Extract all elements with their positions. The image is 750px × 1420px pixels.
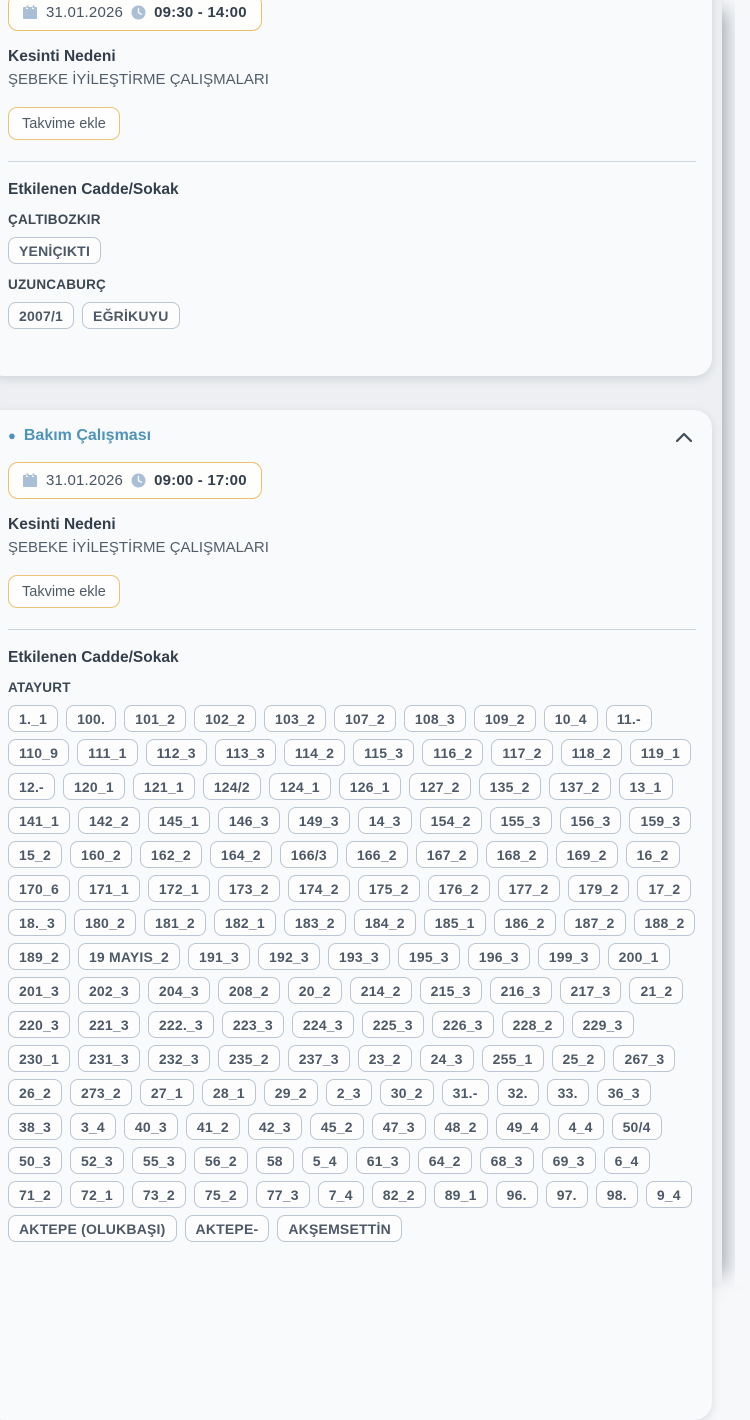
street-chip: 2_3: [326, 1079, 372, 1106]
street-chip: 164_2: [210, 841, 272, 868]
street-chip: 214_2: [350, 977, 412, 1004]
street-chip: 45_2: [310, 1113, 364, 1140]
street-chip: 179_2: [568, 875, 630, 902]
clock-icon: [131, 473, 146, 488]
street-chip: 72_1: [70, 1181, 124, 1208]
street-chip: 124/2: [203, 773, 261, 800]
street-chip: 220_3: [8, 1011, 70, 1038]
street-chip: 166_2: [346, 841, 408, 868]
card-title: Bakım Çalışması: [23, 427, 152, 444]
street-chip: 112_3: [146, 739, 207, 766]
divider: [8, 161, 696, 162]
street-chip: 223_3: [222, 1011, 284, 1038]
street-chip: 110_9: [8, 739, 69, 766]
outage-date: 31.01.2026: [46, 4, 124, 21]
street-chip: 170_6: [8, 875, 70, 902]
street-chip: 31.-: [442, 1079, 489, 1106]
street-chip: 222._3: [148, 1011, 214, 1038]
street-chip: 173_2: [218, 875, 280, 902]
street-chip: 146_3: [218, 807, 280, 834]
street-chip: 187_2: [564, 909, 626, 936]
street-chip: 50_3: [8, 1147, 62, 1174]
street-chip: 49_4: [496, 1113, 550, 1140]
street-chip: 111_1: [77, 739, 137, 766]
street-chip: 149_3: [288, 807, 350, 834]
street-chip-list: [8, 705, 696, 1242]
street-chip: 21_2: [629, 977, 683, 1004]
street-chip: 230_1: [8, 1045, 70, 1072]
street-chip: 115_3: [353, 739, 414, 766]
street-chip: 23_2: [358, 1045, 412, 1072]
street-chip: 185_1: [424, 909, 486, 936]
street-chip: 217_3: [560, 977, 622, 1004]
street-chip: 156_3: [560, 807, 622, 834]
street-chip: YENİÇIKTI: [8, 237, 101, 264]
street-chip: 177_2: [498, 875, 560, 902]
street-chip: 255_1: [482, 1045, 544, 1072]
street-chip: 64_2: [418, 1147, 472, 1174]
outage-card: [0, 0, 712, 376]
street-chip: 1._1: [8, 705, 58, 732]
street-chip: 30_2: [380, 1079, 434, 1106]
street-chip: 71_2: [8, 1181, 62, 1208]
street-chip: 224_3: [292, 1011, 354, 1038]
street-chip: 113_3: [215, 739, 276, 766]
street-chip: 41_2: [186, 1113, 240, 1140]
street-list: [8, 212, 696, 329]
street-chip: 77_3: [256, 1181, 310, 1208]
street-chip: 176_2: [428, 875, 490, 902]
street-chip: 3_4: [70, 1113, 116, 1140]
street-chip: 120_1: [63, 773, 125, 800]
street-chip: 97.: [546, 1181, 588, 1208]
date-time-pill: [8, 462, 262, 499]
street-chip: 52_3: [70, 1147, 124, 1174]
street-chip: 175_2: [358, 875, 420, 902]
divider: [8, 629, 696, 630]
street-chip: 96.: [496, 1181, 538, 1208]
date-time-pill: [8, 0, 262, 31]
street-chip: 188_2: [634, 909, 696, 936]
street-chip: 199_3: [538, 943, 600, 970]
street-chip: 232_3: [148, 1045, 210, 1072]
street-chip: 15_2: [8, 841, 62, 868]
street-chip: 208_2: [218, 977, 280, 1004]
street-chip: 26_2: [8, 1079, 62, 1106]
street-chip: 5_4: [302, 1147, 348, 1174]
street-chip: 32.: [497, 1079, 539, 1106]
outage-time-range: 09:30 - 14:00: [154, 4, 247, 21]
street-chip: 6_4: [604, 1147, 650, 1174]
street-chip: 145_1: [148, 807, 210, 834]
street-chip: 50/4: [612, 1113, 662, 1140]
outage-date: 31.01.2026: [46, 472, 124, 489]
street-chip: 117_2: [491, 739, 552, 766]
street-chip: 204_3: [148, 977, 210, 1004]
street-chip: 27_1: [140, 1079, 194, 1106]
street-chip: 221_3: [78, 1011, 140, 1038]
status-dot-icon: ●: [8, 428, 16, 443]
street-chip: 155_3: [490, 807, 552, 834]
street-list: [8, 680, 696, 1242]
street-chip: 167_2: [416, 841, 478, 868]
street-chip: 181_2: [144, 909, 206, 936]
street-chip: 273_2: [70, 1079, 132, 1106]
street-chip: 101_2: [124, 705, 186, 732]
street-chip: 189_2: [8, 943, 70, 970]
street-chip: 40_3: [124, 1113, 178, 1140]
street-name: UZUNCABURÇ: [8, 277, 106, 292]
street-chip: 168_2: [486, 841, 548, 868]
clock-icon: [131, 5, 146, 20]
street-chip: 225_3: [362, 1011, 424, 1038]
street-chip: 182_1: [214, 909, 276, 936]
street-chip: 58: [256, 1147, 294, 1174]
street-chip: 73_2: [132, 1181, 186, 1208]
street-chip: 4_4: [558, 1113, 604, 1140]
street-chip: 137_2: [549, 773, 611, 800]
street-chip: 166/3: [280, 841, 338, 868]
street-chip: 89_1: [434, 1181, 488, 1208]
street-chip: 231_3: [78, 1045, 140, 1072]
street-chip: 142_2: [78, 807, 140, 834]
street-chip: 11.-: [606, 705, 652, 732]
street-chip: 126_1: [339, 773, 401, 800]
reason-text: ŞEBEKE İYİLEŞTİRME ÇALIŞMALARI: [8, 71, 269, 88]
street-chip: 237_3: [288, 1045, 350, 1072]
street-group: [8, 212, 696, 264]
street-chip: 160_2: [70, 841, 132, 868]
street-chip: 267_3: [613, 1045, 675, 1072]
street-chip: 33.: [547, 1079, 589, 1106]
card-header[interactable]: [8, 426, 696, 446]
street-chip: 47_3: [372, 1113, 426, 1140]
street-chip: 183_2: [284, 909, 346, 936]
street-chip: 25_2: [552, 1045, 606, 1072]
street-chip: 28_1: [202, 1079, 256, 1106]
street-chip: 184_2: [354, 909, 416, 936]
street-chip: 24_3: [420, 1045, 474, 1072]
street-chip: 162_2: [140, 841, 202, 868]
street-chip: 109_2: [474, 705, 536, 732]
street-chip: 171_1: [78, 875, 140, 902]
street-chip: AKTEPE-: [185, 1215, 270, 1242]
reason-label: Kesinti Nedeni: [8, 516, 116, 533]
street-chip: 29_2: [264, 1079, 318, 1106]
street-chip: 100.: [66, 705, 116, 732]
street-chip: 12.-: [8, 773, 55, 800]
street-chip: 116_2: [422, 739, 483, 766]
street-chip: 172_1: [148, 875, 210, 902]
street-chip: 118_2: [561, 739, 622, 766]
street-group: [8, 680, 696, 1242]
street-chip: 235_2: [218, 1045, 280, 1072]
collapse-chevron-icon[interactable]: [674, 430, 694, 446]
street-chip: 102_2: [194, 705, 256, 732]
calendar-icon: [23, 473, 38, 488]
street-chip: 200_1: [608, 943, 670, 970]
outage-card: [0, 410, 712, 1420]
street-chip: 69_3: [542, 1147, 596, 1174]
street-chip: 228_2: [502, 1011, 564, 1038]
street-chip: 13_1: [619, 773, 673, 800]
street-chip: 196_3: [468, 943, 530, 970]
street-chip-list: [8, 302, 696, 329]
street-chip: 55_3: [132, 1147, 186, 1174]
street-chip: 215_3: [420, 977, 482, 1004]
add-to-calendar-button[interactable]: Takvime ekle: [8, 107, 120, 140]
street-chip: 7_4: [318, 1181, 364, 1208]
street-chip: AKTEPE (OLUKBAŞI): [8, 1215, 177, 1242]
street-chip: 191_3: [188, 943, 250, 970]
street-chip: 154_2: [420, 807, 482, 834]
street-chip: 141_1: [8, 807, 70, 834]
street-chip: 114_2: [284, 739, 345, 766]
street-chip: 174_2: [288, 875, 350, 902]
street-chip: 216_3: [490, 977, 552, 1004]
street-name: ÇALTIBOZKIR: [8, 212, 101, 227]
street-chip: 201_3: [8, 977, 70, 1004]
street-chip: 61_3: [356, 1147, 410, 1174]
reason-text: ŞEBEKE İYİLEŞTİRME ÇALIŞMALARI: [8, 539, 269, 556]
street-chip: EĞRİKUYU: [82, 302, 180, 329]
street-chip: 135_2: [479, 773, 541, 800]
add-to-calendar-button[interactable]: Takvime ekle: [8, 575, 120, 608]
street-chip: 192_3: [258, 943, 320, 970]
right-panel-edge: [735, 0, 750, 1285]
street-chip: 18._3: [8, 909, 66, 936]
street-chip: 180_2: [74, 909, 136, 936]
street-chip: 108_3: [404, 705, 466, 732]
street-chip: 229_3: [572, 1011, 634, 1038]
street-group: [8, 277, 696, 329]
street-chip: 186_2: [494, 909, 556, 936]
street-chip: AKŞEMSETTİN: [277, 1215, 402, 1242]
street-chip-list: [8, 237, 696, 264]
street-chip: 42_3: [248, 1113, 302, 1140]
street-chip: 169_2: [556, 841, 618, 868]
street-chip: 75_2: [194, 1181, 248, 1208]
street-chip: 38_3: [8, 1113, 62, 1140]
street-chip: 36_3: [597, 1079, 651, 1106]
street-chip: 10_4: [544, 705, 598, 732]
street-chip: 226_3: [432, 1011, 494, 1038]
street-chip: 19 MAYIS_2: [78, 943, 180, 970]
street-chip: 16_2: [626, 841, 680, 868]
street-chip: 9_4: [646, 1181, 692, 1208]
street-chip: 2007/1: [8, 302, 74, 329]
street-chip: 124_1: [269, 773, 331, 800]
street-chip: 121_1: [133, 773, 195, 800]
street-chip: 119_1: [630, 739, 691, 766]
street-chip: 48_2: [434, 1113, 488, 1140]
street-chip: 107_2: [334, 705, 396, 732]
street-chip: 98.: [596, 1181, 638, 1208]
street-chip: 68_3: [480, 1147, 534, 1174]
street-chip: 56_2: [194, 1147, 248, 1174]
calendar-icon: [23, 5, 38, 20]
affected-streets-label: Etkilenen Cadde/Sokak: [8, 649, 179, 666]
street-chip: 127_2: [409, 773, 471, 800]
street-chip: 159_3: [629, 807, 691, 834]
reason-label: Kesinti Nedeni: [8, 48, 116, 65]
street-chip: 195_3: [398, 943, 460, 970]
street-chip: 193_3: [328, 943, 390, 970]
outage-time-range: 09:00 - 17:00: [154, 472, 247, 489]
street-name: ATAYURT: [8, 680, 71, 695]
street-chip: 202_3: [78, 977, 140, 1004]
street-chip: 82_2: [372, 1181, 426, 1208]
street-chip: 20_2: [288, 977, 342, 1004]
street-chip: 17_2: [637, 875, 691, 902]
affected-streets-label: Etkilenen Cadde/Sokak: [8, 181, 179, 198]
street-chip: 103_2: [264, 705, 326, 732]
street-chip: 14_3: [358, 807, 412, 834]
